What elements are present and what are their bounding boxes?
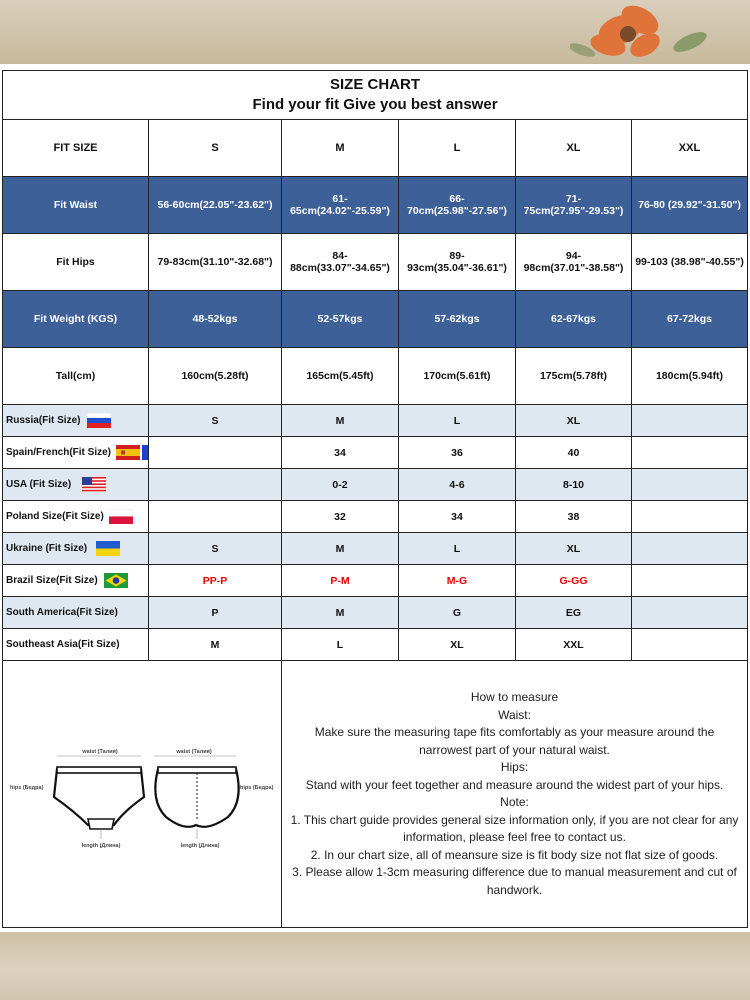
- front-length-label: length (Длина): [81, 843, 120, 849]
- note-3: 3. Please allow 1-3cm measuring difference due to manual measurement and cut of handwork.: [292, 865, 737, 897]
- row-label: Fit Hips: [3, 234, 149, 291]
- table-cell: L: [399, 405, 516, 437]
- poland-flag-icon: [109, 509, 133, 524]
- header-row: [3, 120, 748, 177]
- table-cell: 52-57kgs: [282, 291, 399, 348]
- column-header: S: [149, 120, 282, 177]
- waist-instructions: Make sure the measuring tape fits comfortably as your measure around the narrowest part of your natural waist.: [314, 725, 715, 757]
- table-cell: 62-67kgs: [516, 291, 632, 348]
- table-cell: 94-98cm(37.01"-38.58"): [516, 234, 632, 291]
- table-row-spain-france: [3, 437, 748, 469]
- table-cell: 8-10: [516, 469, 632, 501]
- table-row-brazil: [3, 565, 748, 597]
- flower-decoration: [570, 0, 720, 64]
- table-cell: M-G: [399, 565, 516, 597]
- table-cell: XL: [399, 629, 516, 661]
- size-chart-sheet: [0, 64, 750, 932]
- row-label-text: Ukraine (Fit Size): [6, 543, 88, 555]
- table-cell: 56-60cm(22.05"-23.62"): [149, 177, 282, 234]
- briefs-measurement-diagram: [4, 661, 281, 924]
- table-cell: [632, 437, 748, 469]
- table-row-ukraine: [3, 533, 748, 565]
- table-row-tall: [3, 348, 748, 405]
- back-length-label: length (Длина): [180, 843, 219, 849]
- spain-flag-icon: [116, 445, 140, 460]
- row-label-text: Brazil Size(Fit Size): [6, 575, 98, 587]
- column-header: XXL: [632, 120, 748, 177]
- row-label-text: USA (Fit Size): [6, 479, 72, 491]
- table-cell: 84-88cm(33.07"-34.65"): [282, 234, 399, 291]
- chart-title-cell: [3, 71, 748, 120]
- row-label-spain-france: [3, 437, 149, 469]
- table-cell: P-M: [282, 565, 399, 597]
- column-header: FIT SIZE: [3, 120, 149, 177]
- row-label-ukraine: [3, 533, 149, 565]
- table-cell: 57-62kgs: [399, 291, 516, 348]
- how-to-measure-cell: [282, 661, 748, 928]
- table-row-russia: [3, 405, 748, 437]
- table-cell: 165cm(5.45ft): [282, 348, 399, 405]
- row-label: Fit Waist: [3, 177, 149, 234]
- table-cell: XL: [516, 405, 632, 437]
- row-label-poland: [3, 501, 149, 533]
- measure-row: [3, 661, 748, 928]
- table-row-weight: [3, 291, 748, 348]
- table-cell: [632, 597, 748, 629]
- table-cell: [632, 469, 748, 501]
- table-cell: 61-65cm(24.02"-25.59"): [282, 177, 399, 234]
- table-row-south-america: [3, 597, 748, 629]
- table-cell: [149, 501, 282, 533]
- table-cell: P: [149, 597, 282, 629]
- table-cell: [632, 405, 748, 437]
- size-chart-table: [2, 70, 748, 928]
- note-heading: Note:: [500, 795, 529, 809]
- table-row-waist: [3, 177, 748, 234]
- hips-instructions: Stand with your feet together and measure around the widest part of your hips.: [305, 777, 724, 792]
- row-label-usa: [3, 469, 149, 501]
- front-hips-label: hips (Бедра): [9, 785, 43, 791]
- back-hips-label: hips (Бедра): [239, 785, 273, 791]
- row-label: Tall(cm): [3, 348, 149, 405]
- measurement-diagram-cell: [3, 661, 282, 928]
- back-waist-label: waist (Талия): [175, 749, 212, 755]
- russia-flag-icon: [87, 413, 111, 428]
- chart-title: SIZE CHART: [330, 76, 420, 93]
- table-cell: 170cm(5.61ft): [399, 348, 516, 405]
- table-cell: M: [282, 533, 399, 565]
- table-cell: 175cm(5.78ft): [516, 348, 632, 405]
- table-cell: 180cm(5.94ft): [632, 348, 748, 405]
- column-header: L: [399, 120, 516, 177]
- table-cell: 38: [516, 501, 632, 533]
- table-cell: PP-P: [149, 565, 282, 597]
- table-cell: 66-70cm(25.98"-27.56"): [399, 177, 516, 234]
- table-cell: EG: [516, 597, 632, 629]
- table-cell: L: [282, 629, 399, 661]
- table-cell: G-GG: [516, 565, 632, 597]
- table-row-southeast-asia: [3, 629, 748, 661]
- front-waist-label: waist (Талия): [81, 749, 118, 755]
- table-cell: 34: [399, 501, 516, 533]
- how-to-heading: How to measure: [470, 690, 559, 704]
- table-cell: M: [149, 629, 282, 661]
- row-label-southeast-asia: Southeast Asia(Fit Size): [3, 629, 149, 661]
- table-cell: S: [149, 405, 282, 437]
- usa-flag-icon: [82, 477, 106, 492]
- chart-subtitle: Find your fit Give you best answer: [252, 96, 498, 113]
- row-label: Fit Weight (KGS): [3, 291, 149, 348]
- front-briefs-icon: [54, 769, 144, 825]
- table-cell: XXL: [516, 629, 632, 661]
- table-cell: 79-83cm(31.10"-32.68"): [149, 234, 282, 291]
- table-cell: [632, 501, 748, 533]
- table-cell: M: [282, 405, 399, 437]
- table-row-poland: [3, 501, 748, 533]
- table-cell: 71-75cm(27.95"-29.53"): [516, 177, 632, 234]
- row-label-brazil: [3, 565, 149, 597]
- table-cell: 67-72kgs: [632, 291, 748, 348]
- row-label-text: Spain/French(Fit Size): [6, 447, 112, 459]
- table-cell: [632, 629, 748, 661]
- waist-heading: Waist:: [498, 707, 531, 722]
- table-cell: XL: [516, 533, 632, 565]
- row-label-text: Russia(Fit Size): [6, 415, 81, 427]
- table-cell: 36: [399, 437, 516, 469]
- brazil-flag-icon: [104, 573, 128, 588]
- ukraine-flag-icon: [96, 541, 120, 556]
- note-2: 2. In our chart size, all of meansure size is fit body size not flat size of goods.: [310, 847, 719, 862]
- table-cell: 160cm(5.28ft): [149, 348, 282, 405]
- france-flag-icon: [142, 445, 149, 460]
- note-1: 1. This chart guide provides general size information only, if you are not clear for any information, please feel free to contact us.: [290, 812, 739, 844]
- table-row-hips: [3, 234, 748, 291]
- table-cell: 89-93cm(35.04"-36.61"): [399, 234, 516, 291]
- table-cell: 40: [516, 437, 632, 469]
- table-cell: [149, 437, 282, 469]
- table-cell: 0-2: [282, 469, 399, 501]
- column-header: M: [282, 120, 399, 177]
- table-cell: 34: [282, 437, 399, 469]
- table-cell: 32: [282, 501, 399, 533]
- table-cell: 4-6: [399, 469, 516, 501]
- table-cell: L: [399, 533, 516, 565]
- hips-heading: Hips:: [500, 760, 529, 774]
- table-cell: G: [399, 597, 516, 629]
- row-label-south-america: South America(Fit Size): [3, 597, 149, 629]
- table-cell: 99-103 (38.98"-40.55"): [632, 234, 748, 291]
- column-header: XL: [516, 120, 632, 177]
- table-cell: [632, 533, 748, 565]
- background-bottom: [0, 932, 750, 1000]
- table-row-usa: [3, 469, 748, 501]
- table-cell: 48-52kgs: [149, 291, 282, 348]
- row-label-russia: [3, 405, 149, 437]
- table-cell: S: [149, 533, 282, 565]
- row-label-text: Poland Size(Fit Size): [6, 511, 104, 523]
- table-cell: [632, 565, 748, 597]
- table-cell: [149, 469, 282, 501]
- table-cell: M: [282, 597, 399, 629]
- table-cell: 76-80 (29.92"-31.50"): [632, 177, 748, 234]
